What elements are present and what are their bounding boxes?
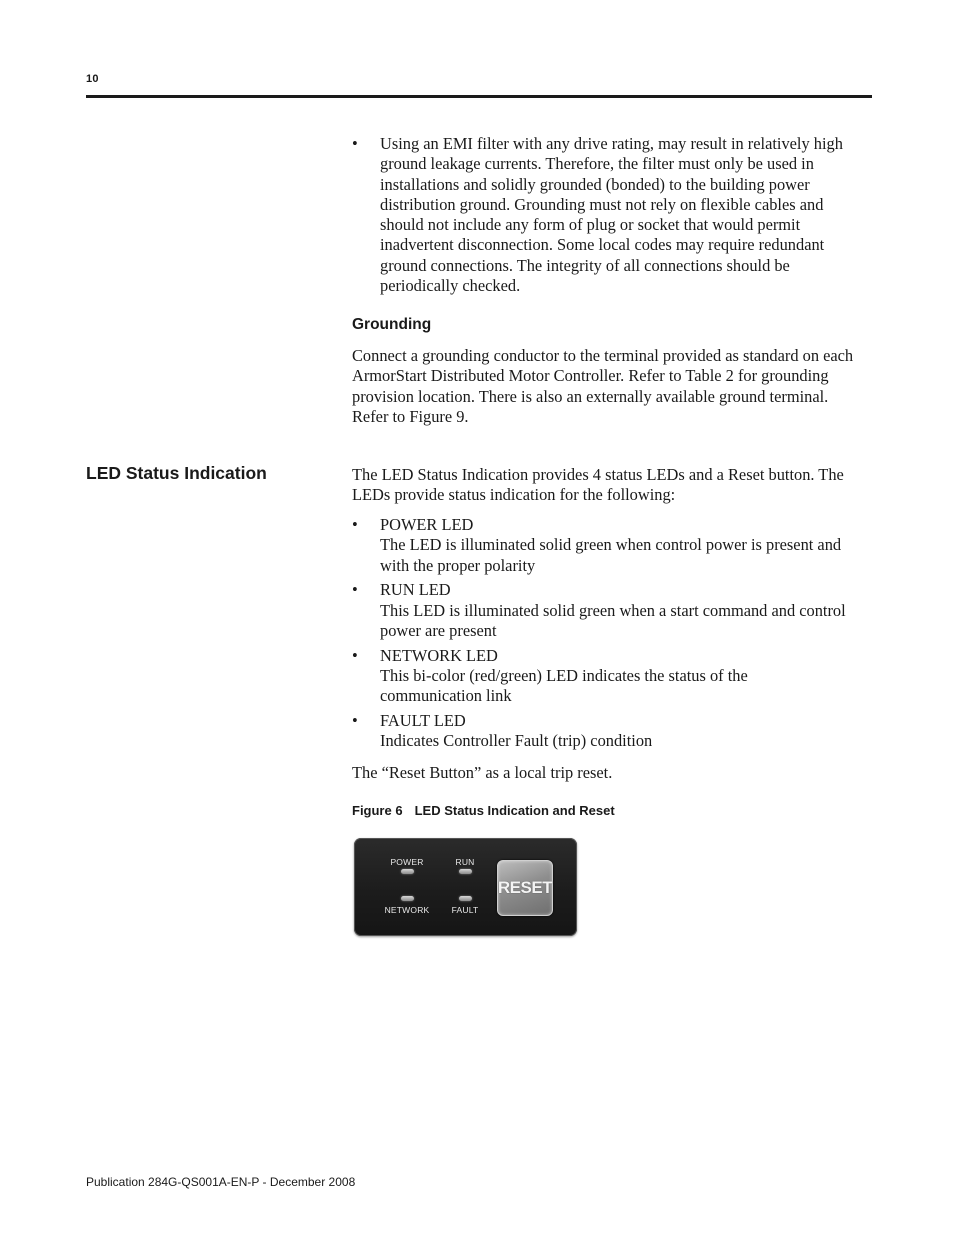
led-list: [352, 515, 872, 752]
bullet-line: ground connections. The integrity of all connections should be: [380, 255, 790, 275]
bullet-dot: •: [352, 711, 358, 731]
power-label: POWER: [390, 857, 424, 867]
list-item: [352, 580, 872, 641]
bullet-line: should not include any form of plug or socket that would permit: [380, 215, 801, 235]
list-item: [352, 646, 872, 707]
bullet-line: inadvertent disconnection. Some local codes may require redundant: [380, 235, 825, 255]
bullet-line: ground leakage currents. Therefore, the filter must only be used in: [380, 154, 814, 174]
item-line: communication link: [380, 686, 512, 706]
paragraph-line: ArmorStart Distributed Motor Controller. Refer to Table 2 for grounding: [352, 366, 829, 386]
item-title: NETWORK LED: [380, 645, 498, 665]
item-title: FAULT LED: [380, 711, 466, 731]
run-led-icon: [459, 869, 472, 874]
paragraph-line: Connect a grounding conductor to the terminal provided as standard on each: [352, 346, 854, 365]
paragraph-line: provision location. There is also an externally available ground terminal.: [352, 386, 829, 406]
led-intro: [352, 465, 872, 506]
item-line: The LED is illuminated solid green when control power is present and: [380, 535, 842, 555]
reset-button-label: RESET: [497, 878, 553, 897]
list-item: [352, 711, 872, 752]
header-rule: [86, 95, 872, 98]
item-line: Indicates Controller Fault (trip) condition: [380, 731, 653, 751]
bullet-dot: •: [352, 580, 358, 600]
power-led-icon: [401, 869, 414, 874]
bullet-dot: •: [352, 645, 358, 665]
network-led-icon: [401, 896, 414, 901]
fault-led-icon: [459, 896, 472, 901]
bullet-line: installations and solidly grounded (bonded) to the building power: [380, 174, 810, 194]
reset-note: The “Reset Button” as a local trip reset.: [352, 763, 613, 782]
figure-label: Figure 6: [352, 803, 403, 818]
bullet-dot: •: [352, 134, 358, 153]
item-line: power are present: [380, 620, 497, 640]
bullet-dot: •: [352, 515, 358, 534]
item-title: POWER LED: [380, 515, 474, 534]
item-line: This bi-color (red/green) LED indicates the status of the: [380, 666, 748, 686]
item-line: This LED is illuminated solid green when a start command and control: [380, 600, 846, 620]
item-line: with the proper polarity: [380, 555, 536, 575]
figure-title: LED Status Indication and Reset: [414, 803, 615, 818]
network-label: NETWORK: [384, 905, 430, 915]
fault-label: FAULT: [451, 905, 479, 915]
figure-caption: [352, 803, 615, 818]
paragraph-line: Refer to Figure 9.: [352, 406, 469, 426]
reset-button[interactable]: [497, 860, 553, 916]
run-label: RUN: [455, 857, 475, 867]
bullet-line: periodically checked.: [380, 276, 521, 296]
paragraph-line: LEDs provide status indication for the following:: [352, 485, 676, 505]
bullet-line: distribution ground. Grounding must not rely on flexible cables and: [380, 194, 824, 214]
led-panel-figure: [354, 838, 577, 936]
grounding-paragraph: [352, 346, 872, 427]
item-title: RUN LED: [380, 580, 451, 600]
emi-bullet: [352, 134, 872, 296]
footer-publication: Publication 284G-QS001A-EN-P - December 2008: [86, 1175, 356, 1189]
paragraph-line: The LED Status Indication provides 4 status LEDs and a Reset button. The: [352, 465, 844, 484]
page-number: 10: [86, 73, 99, 85]
bullet-line: Using an EMI filter with any drive rating, may result in relatively high: [380, 134, 843, 153]
section-heading: LED Status Indication: [86, 463, 267, 483]
list-item: [352, 515, 872, 576]
grounding-heading: Grounding: [352, 316, 432, 333]
